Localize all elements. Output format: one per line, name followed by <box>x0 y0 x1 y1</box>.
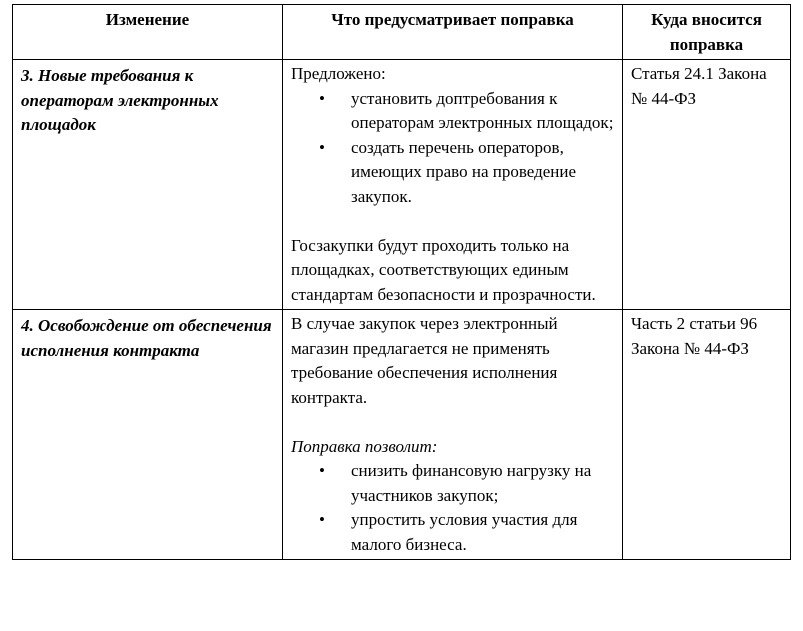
where-cell <box>623 310 791 560</box>
description-intro: Предложено: <box>291 64 386 83</box>
paragraph-gap <box>291 209 614 234</box>
bullet-list <box>291 459 614 557</box>
description-subhead: Поправка позволит: <box>291 436 438 456</box>
change-cell <box>13 310 283 560</box>
where-text: Статья 24.1 Закона № 44-ФЗ <box>631 64 767 108</box>
change-title: 4. Освобождение от обеспечения исполнения контракта <box>21 316 272 360</box>
header-what: Что предусматривает поправка <box>283 5 623 60</box>
list-item: • создать перечень операторов, имеющих право на проведение закупок. <box>341 136 614 210</box>
table-row <box>13 310 791 560</box>
where-text: Часть 2 статьи 96 Закона № 44-ФЗ <box>631 314 758 358</box>
header-change: Изменение <box>13 5 283 60</box>
description-cell <box>283 310 623 560</box>
list-item: • установить доптребования к операторам электронных площадок; <box>341 87 614 136</box>
list-item: • снизить финансовую нагрузку на участников закупок; <box>341 459 614 508</box>
table-row <box>13 60 791 310</box>
list-item: • упростить условия участия для малого бизнеса. <box>341 508 614 557</box>
description-cell <box>283 60 623 310</box>
bullet-list <box>291 87 614 210</box>
description-intro: В случае закупок через электронный магазин предлагается не применять требование обеспечения исполнения контракта. <box>291 314 558 407</box>
where-cell <box>623 60 791 310</box>
amendments-table <box>12 4 791 560</box>
change-title: 3. Новые требования к операторам электронных площадок <box>21 66 219 134</box>
change-cell <box>13 60 283 310</box>
table-header-row <box>13 5 791 60</box>
header-where: Куда вносится поправка <box>623 5 791 60</box>
paragraph-gap <box>291 410 614 435</box>
description-summary: Госзакупки будут проходить только на площадках, соответствующих единым стандартам безопасности и прозрачности. <box>291 235 596 304</box>
